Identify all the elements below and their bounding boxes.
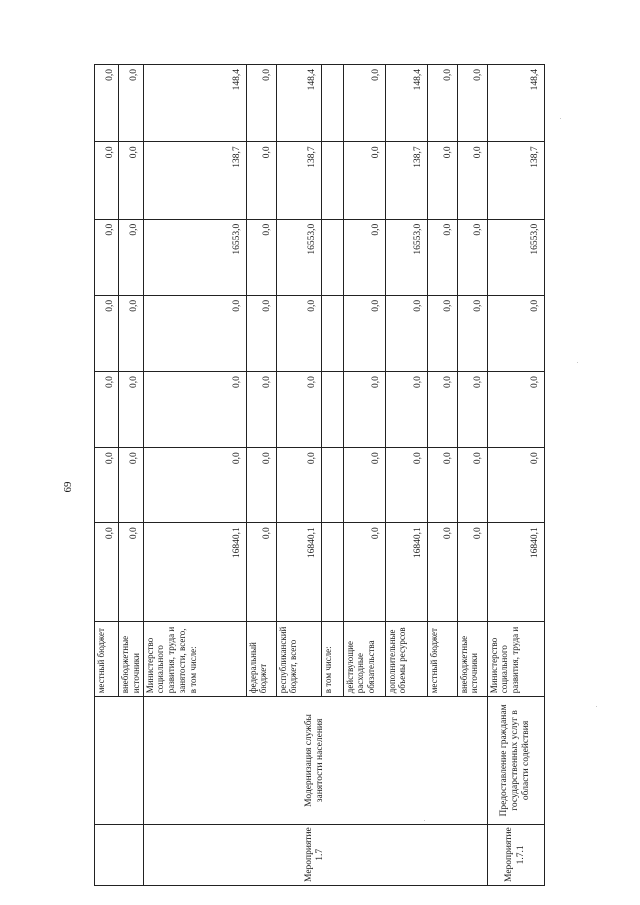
- amount-cell: 0,0: [427, 295, 457, 371]
- funding-source-cell: в том числе:: [321, 622, 343, 697]
- scan-speck: [424, 820, 425, 821]
- amount-cell: 0,0: [343, 219, 385, 295]
- amount-cell: 0,0: [119, 295, 144, 371]
- funding-source-cell: внебюджетные источники: [119, 622, 144, 697]
- amount-cell: 0,0: [119, 523, 144, 622]
- amount-cell: 0,0: [246, 448, 276, 523]
- amount-cell: 148,4: [143, 65, 246, 142]
- amount-cell: 148,4: [276, 65, 321, 142]
- table-row: [487, 65, 544, 886]
- amount-cell: [321, 295, 343, 371]
- amount-cell: 0,0: [119, 448, 144, 523]
- amount-cell: 148,4: [487, 65, 544, 142]
- funding-source-cell: действующие расходные обязательства: [343, 622, 385, 697]
- amount-cell: 0,0: [95, 372, 119, 448]
- funding-source-cell: местный бюджет: [427, 622, 457, 697]
- amount-cell: 0,0: [95, 142, 119, 219]
- amount-cell: 0,0: [95, 295, 119, 371]
- scan-speck: [577, 362, 578, 363]
- amount-cell: 0,0: [246, 523, 276, 622]
- scan-speck: [560, 118, 561, 119]
- funding-source-cell: федеральный бюджет: [246, 622, 276, 697]
- amount-cell: 0,0: [95, 65, 119, 142]
- amount-cell: 0,0: [343, 448, 385, 523]
- amount-cell: 16553,0: [487, 219, 544, 295]
- amount-cell: 0,0: [385, 448, 427, 523]
- amount-cell: 0,0: [276, 448, 321, 523]
- amount-cell: 0,0: [427, 65, 457, 142]
- amount-cell: 0,0: [143, 372, 246, 448]
- amount-cell: 0,0: [457, 523, 487, 622]
- table-row: [143, 65, 246, 886]
- budget-table-rotated: [94, 64, 540, 886]
- amount-cell: 16840,1: [385, 523, 427, 622]
- funding-source-cell: внебюджетные источники: [457, 622, 487, 697]
- amount-cell: 0,0: [246, 142, 276, 219]
- amount-cell: 0,0: [343, 372, 385, 448]
- page-number: 69: [62, 481, 74, 493]
- amount-cell: 0,0: [246, 295, 276, 371]
- amount-cell: 138,7: [143, 142, 246, 219]
- amount-cell: 0,0: [246, 372, 276, 448]
- amount-cell: [321, 448, 343, 523]
- amount-cell: [321, 142, 343, 219]
- scan-speck: [596, 706, 597, 707]
- budget-table: [94, 64, 545, 886]
- amount-cell: 0,0: [119, 142, 144, 219]
- amount-cell: [321, 523, 343, 622]
- amount-cell: [321, 65, 343, 142]
- funding-source-cell: республиканский бюджет, всего: [276, 622, 321, 697]
- activity-code-cell: [95, 824, 144, 885]
- amount-cell: 0,0: [143, 295, 246, 371]
- amount-cell: 0,0: [95, 219, 119, 295]
- budget-table-region: [94, 64, 540, 886]
- amount-cell: 16553,0: [276, 219, 321, 295]
- amount-cell: 16840,1: [487, 523, 544, 622]
- amount-cell: 0,0: [119, 65, 144, 142]
- amount-cell: 16840,1: [276, 523, 321, 622]
- amount-cell: 0,0: [385, 372, 427, 448]
- amount-cell: 0,0: [427, 523, 457, 622]
- amount-cell: 0,0: [457, 372, 487, 448]
- amount-cell: 16553,0: [385, 219, 427, 295]
- amount-cell: 0,0: [276, 372, 321, 448]
- amount-cell: 16840,1: [143, 523, 246, 622]
- amount-cell: 0,0: [457, 219, 487, 295]
- amount-cell: 0,0: [343, 523, 385, 622]
- amount-cell: 0,0: [457, 142, 487, 219]
- amount-cell: 0,0: [487, 448, 544, 523]
- amount-cell: 0,0: [119, 219, 144, 295]
- table-row: [95, 65, 119, 886]
- amount-cell: 0,0: [457, 65, 487, 142]
- activity-title-cell: Модернизация службы занятости населения: [143, 697, 487, 824]
- funding-source-cell: местный бюджет: [95, 622, 119, 697]
- amount-cell: 148,4: [385, 65, 427, 142]
- amount-cell: 0,0: [95, 523, 119, 622]
- amount-cell: 0,0: [427, 219, 457, 295]
- amount-cell: 0,0: [457, 295, 487, 371]
- amount-cell: 138,7: [487, 142, 544, 219]
- amount-cell: 0,0: [487, 372, 544, 448]
- amount-cell: 0,0: [343, 295, 385, 371]
- amount-cell: 138,7: [276, 142, 321, 219]
- amount-cell: 0,0: [246, 219, 276, 295]
- amount-cell: 0,0: [119, 372, 144, 448]
- funding-source-cell: Министерство социального развития, труда и занятости, всего, в том числе:: [143, 622, 246, 697]
- amount-cell: [321, 219, 343, 295]
- amount-cell: 0,0: [427, 372, 457, 448]
- activity-title-cell: [95, 697, 144, 824]
- amount-cell: 16553,0: [143, 219, 246, 295]
- amount-cell: 0,0: [427, 448, 457, 523]
- amount-cell: 0,0: [246, 65, 276, 142]
- amount-cell: 0,0: [385, 295, 427, 371]
- amount-cell: 0,0: [143, 448, 246, 523]
- amount-cell: 0,0: [343, 142, 385, 219]
- amount-cell: [321, 372, 343, 448]
- funding-source-cell: дополнительные объемы ресурсов: [385, 622, 427, 697]
- amount-cell: 0,0: [276, 295, 321, 371]
- amount-cell: 0,0: [457, 448, 487, 523]
- amount-cell: 0,0: [343, 65, 385, 142]
- amount-cell: 0,0: [95, 448, 119, 523]
- amount-cell: 138,7: [385, 142, 427, 219]
- funding-source-cell: Министерство социального развития, труда и: [487, 622, 544, 697]
- activity-code-cell: Мероприятие 1.7.1: [487, 824, 544, 885]
- amount-cell: 0,0: [487, 295, 544, 371]
- activity-code-cell: Мероприятие 1.7: [143, 824, 487, 885]
- activity-title-cell: Предоставление гражданам государственных услуг в области содействия: [487, 697, 544, 824]
- amount-cell: 0,0: [427, 142, 457, 219]
